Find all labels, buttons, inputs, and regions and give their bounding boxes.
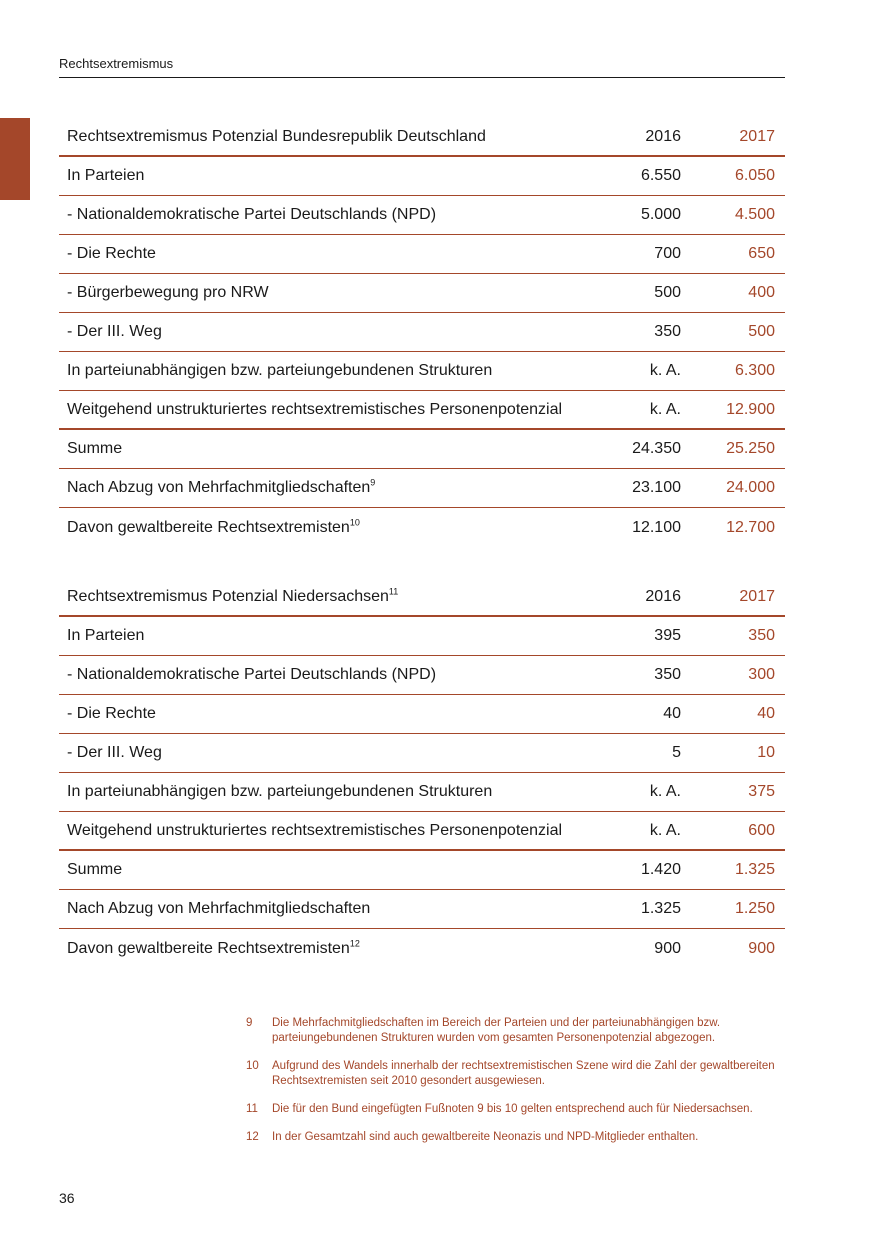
value-2017: 300 <box>748 666 775 683</box>
table-row <box>59 196 785 235</box>
footnote-ref: 9 <box>370 477 376 488</box>
table-row <box>59 695 785 734</box>
year-2017-header: 2017 <box>739 587 775 605</box>
footnote-text: Die für den Bund eingefügten Fußnoten 9 bis 10 gelten entsprechend auch für Niedersachsen. <box>272 1103 753 1115</box>
footnote-ref: 12 <box>349 938 360 949</box>
running-header: Rechtsextremismus <box>59 56 785 78</box>
footnote-number: 10 <box>246 1060 259 1072</box>
year-2016-header: 2016 <box>645 587 681 605</box>
footnote-text: Aufgrund des Wandels innerhalb der rechtsextremistischen Szene wird die Zahl der gewaltbereiten Rechtsextremisten seit 2010 gesondert ausgewiesen. <box>272 1060 775 1087</box>
value-2016: k. A. <box>649 821 681 839</box>
table-row <box>59 656 785 695</box>
table-row-sum <box>59 851 785 890</box>
value-2016: k. A. <box>649 783 681 800</box>
table-row <box>59 274 785 313</box>
value-2016: 12.100 <box>632 518 681 536</box>
row-label: - Die Rechte <box>67 705 156 722</box>
row-label: Nach Abzug von Mehrfachmitgliedschaften <box>67 479 371 496</box>
row-label: - Bürgerbewegung pro NRW <box>67 284 269 301</box>
table-row-sum <box>59 430 785 469</box>
row-label: - Der III. Weg <box>67 744 162 761</box>
value-2016: 23.100 <box>632 479 681 496</box>
footnote-text: In der Gesamtzahl sind auch gewaltbereite Neonazis und NPD-Mitglieder enthalten. <box>272 1131 699 1143</box>
row-label: Summe <box>67 440 123 457</box>
value-2017: 12.900 <box>726 400 775 418</box>
value-2017: 1.325 <box>734 861 775 878</box>
row-label: Davon gewaltbereite Rechtsextremisten <box>67 939 350 957</box>
value-2017: 40 <box>757 705 775 722</box>
footnote <box>246 1102 786 1117</box>
row-label: In Parteien <box>67 167 145 184</box>
table-title: Rechtsextremismus Potenzial Niedersachsen <box>67 587 389 605</box>
table-row <box>59 508 785 547</box>
chapter-side-tab <box>0 118 30 200</box>
value-2017: 900 <box>748 939 775 957</box>
value-2017: 24.000 <box>726 479 775 496</box>
value-2016: 700 <box>654 245 681 262</box>
table-row <box>59 773 785 812</box>
page-number: 36 <box>59 1190 75 1206</box>
value-2017: 10 <box>757 744 775 761</box>
year-2017-header: 2017 <box>739 127 775 145</box>
footnote <box>246 1130 786 1145</box>
value-2017: 25.250 <box>726 440 775 457</box>
table-row <box>59 157 785 196</box>
value-2016: 24.350 <box>632 440 681 457</box>
value-2016: 40 <box>663 705 681 722</box>
value-2016: k. A. <box>649 400 681 418</box>
footnote <box>246 1059 786 1089</box>
table-row <box>59 617 785 656</box>
value-2017: 350 <box>748 627 775 644</box>
value-2017: 12.700 <box>726 518 775 536</box>
table-row <box>59 352 785 391</box>
footnotes <box>246 1016 786 1158</box>
table-row <box>59 812 785 851</box>
value-2017: 400 <box>748 284 775 301</box>
footnote-text: Die Mehrfachmitgliedschaften im Bereich der Parteien und der parteiunabhängigen bzw. parteiungebundenen Strukturen wurden vom gesamten Personenpotenzial abgezogen. <box>272 1017 721 1044</box>
table-row <box>59 469 785 508</box>
value-2017: 6.300 <box>734 362 775 379</box>
footnote <box>246 1016 786 1046</box>
row-label: Weitgehend unstrukturiertes rechtsextremistisches Personenpotenzial <box>67 821 563 839</box>
value-2016: 5 <box>672 744 681 761</box>
table-header <box>59 578 785 617</box>
footnote-number: 12 <box>246 1131 259 1143</box>
value-2016: 6.550 <box>640 167 681 184</box>
table-brd <box>59 118 785 547</box>
table-row <box>59 929 785 968</box>
row-label: Summe <box>67 861 123 878</box>
year-2016-header: 2016 <box>645 127 681 145</box>
table-title: Rechtsextremismus Potenzial Bundesrepublik Deutschland <box>67 127 486 145</box>
row-label: - Nationaldemokratische Partei Deutschlands (NPD) <box>67 206 437 223</box>
row-label: In parteiunabhängigen bzw. parteiungebundenen Strukturen <box>67 362 493 379</box>
value-2017: 6.050 <box>734 167 775 184</box>
value-2016: 350 <box>654 666 681 683</box>
value-2017: 600 <box>748 821 775 839</box>
table-row <box>59 313 785 352</box>
value-2016: 395 <box>654 627 681 644</box>
footnote-ref: 10 <box>349 517 360 528</box>
row-label: - Der III. Weg <box>67 323 162 340</box>
table-row <box>59 890 785 929</box>
value-2017: 4.500 <box>734 206 775 223</box>
row-label: Weitgehend unstrukturiertes rechtsextremistisches Personenpotenzial <box>67 400 563 418</box>
footnote-number: 11 <box>246 1103 258 1115</box>
value-2016: 1.420 <box>640 861 681 878</box>
value-2016: 900 <box>654 939 681 957</box>
value-2017: 500 <box>748 323 775 340</box>
footnote-number: 9 <box>246 1017 253 1029</box>
row-label: In parteiunabhängigen bzw. parteiungebundenen Strukturen <box>67 783 493 800</box>
row-label: Davon gewaltbereite Rechtsextremisten <box>67 518 350 536</box>
row-label: - Nationaldemokratische Partei Deutschlands (NPD) <box>67 666 437 683</box>
value-2016: 500 <box>654 284 681 301</box>
value-2017: 1.250 <box>734 900 775 917</box>
footnote-ref: 11 <box>388 586 399 597</box>
table-header <box>59 118 785 157</box>
row-label: Nach Abzug von Mehrfachmitgliedschaften <box>67 900 371 917</box>
value-2016: k. A. <box>649 362 681 379</box>
table-row <box>59 391 785 430</box>
value-2016: 1.325 <box>640 900 681 917</box>
value-2016: 5.000 <box>640 206 681 223</box>
row-label: - Die Rechte <box>67 245 156 262</box>
value-2017: 375 <box>748 783 775 800</box>
value-2016: 350 <box>654 323 681 340</box>
value-2017: 650 <box>748 245 775 262</box>
table-row <box>59 235 785 274</box>
row-label: In Parteien <box>67 627 145 644</box>
table-row <box>59 734 785 773</box>
table-nds <box>59 578 785 968</box>
